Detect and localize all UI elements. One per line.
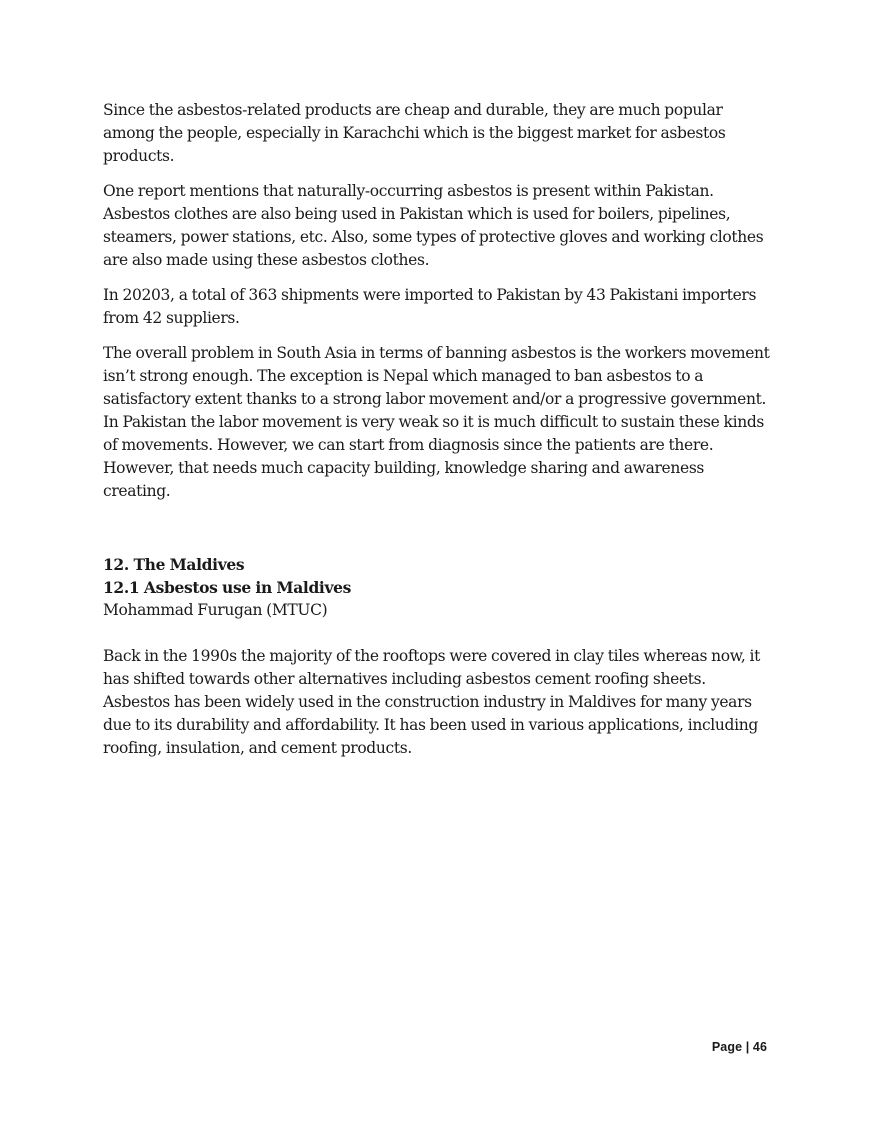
section-subheading: 12.1 Asbestos use in Maldives [103,578,352,597]
page-content [103,99,771,772]
page-number: Page | 46 [711,1040,767,1054]
paragraph-natural-asbestos: One report mentions that naturally-occurring asbestos is present within Pakistan. Asbestos clothes are also being used in Pakistan which is used for boilers, pipelines, steamers, power stations, etc. Also, some types of protective gloves and working clothes are also made using these asbestos clothes. [103,182,764,269]
section-spacer [103,515,771,553]
paragraph-south-asia-problem: The overall problem in South Asia in terms of banning asbestos is the workers movement isn’t strong enough. The exception is Nepal which managed to ban asbestos to a satisfactory extent thanks to a strong labor movement and/or a progressive government. In Pakistan the labor movement is very weak so it is much difficult to sustain these kinds of movements. However, we can start from diagnosis since the patients are there. However, that needs much capacity building, knowledge sharing and awareness creating. [103,344,770,500]
paragraph-maldives-rooftops: Back in the 1990s the majority of the rooftops were covered in clay tiles whereas now, it has shifted towards other alternatives including asbestos cement roofing sheets. Asbestos has been widely used in the construction industry in Maldives for many years due to its durability and affordability. It has been used in various applications, including roofing, insulation, and cement products. [103,647,760,757]
paragraph-shipments: In 20203, a total of 363 shipments were imported to Pakistan by 43 Pakistani importers from 42 suppliers. [103,286,757,327]
section-author: Mohammad Furugan (MTUC) [103,601,328,619]
paragraph-asbestos-popularity: Since the asbestos-related products are cheap and durable, they are much popular among the people, especially in Karachchi which is the biggest market for asbestos products. [103,101,726,165]
section-heading: 12. The Maldives [103,555,245,574]
